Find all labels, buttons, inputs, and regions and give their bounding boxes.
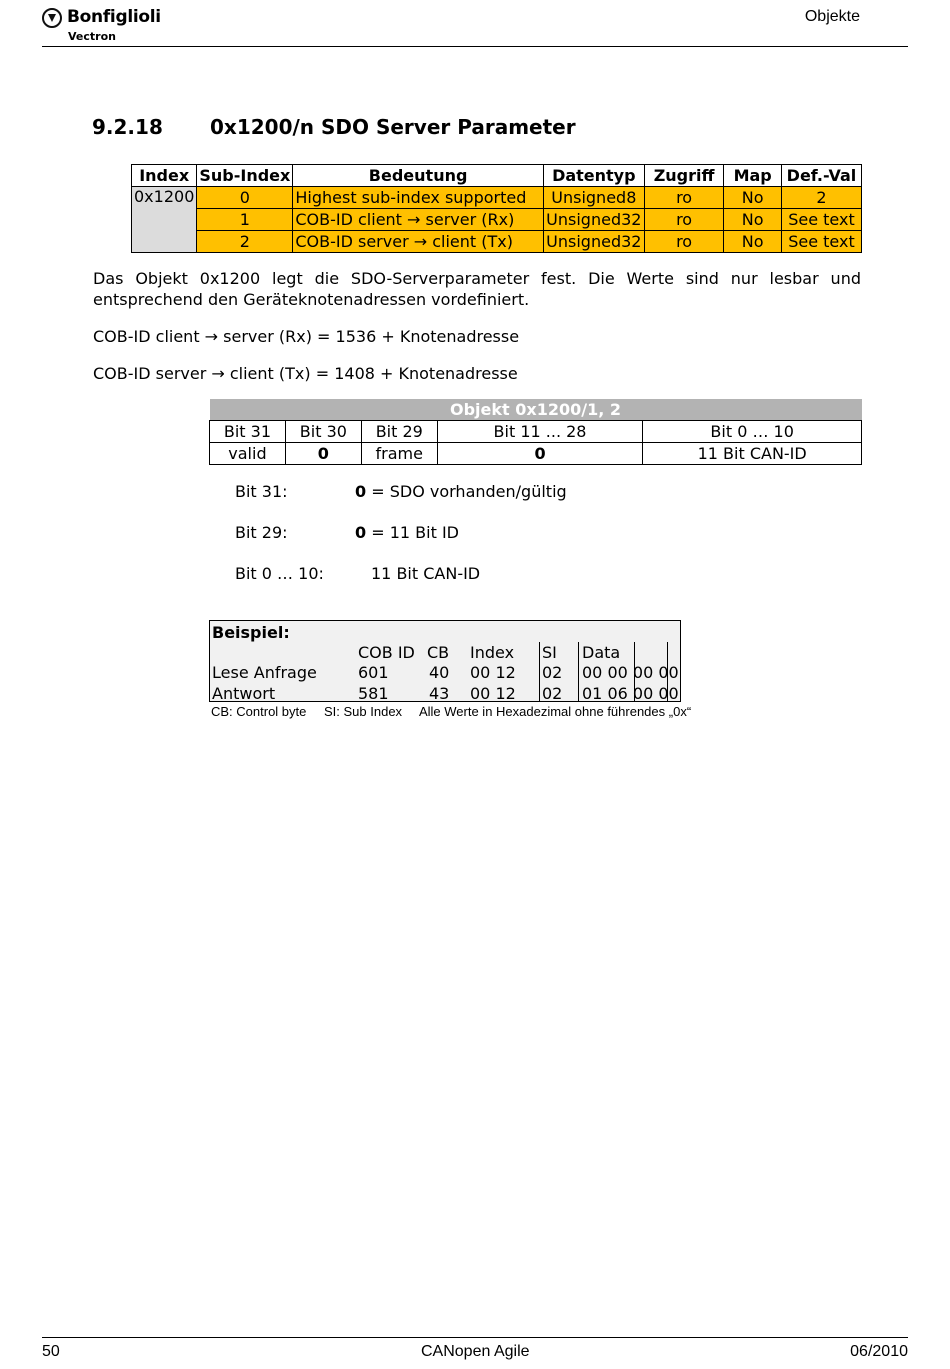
bit-description-text: = 11 Bit ID <box>366 523 459 542</box>
example-cell: 02 <box>542 663 563 682</box>
default-cell: 2 <box>781 187 861 209</box>
section-number: 9.2.18 <box>92 115 163 139</box>
example-header: COB ID <box>358 643 415 662</box>
table-row <box>210 421 862 443</box>
index-cell: 0x1200 <box>132 187 197 253</box>
section-title: 0x1200/n SDO Server Parameter <box>210 115 576 139</box>
table-header-row <box>132 165 862 187</box>
section-label: Objekte <box>804 8 860 25</box>
footer-divider <box>42 1337 908 1338</box>
example-header: SI <box>542 643 557 662</box>
bonfiglioli-logo <box>42 7 192 45</box>
example-cell: 00 12 <box>470 663 516 682</box>
example-cell: 00 00 00 00 <box>582 663 679 682</box>
subindex-cell: 1 <box>197 209 293 231</box>
object-table-title: Objekt 0x1200/1, 2 <box>210 399 862 421</box>
footnote-item: SI: Sub Index <box>324 704 403 719</box>
bit-value: 11 Bit CAN-ID <box>643 443 862 465</box>
bit-description <box>355 482 567 501</box>
column-header: Index <box>132 165 197 187</box>
footnote-item: Alle Werte in Hexadezimal ohne führendes „0x“ <box>418 704 692 719</box>
table-row <box>210 443 862 465</box>
bit-value: 0 <box>437 443 643 465</box>
column-header: Sub-Index <box>197 165 293 187</box>
example-header: Index <box>470 643 515 662</box>
meaning-cell: COB-ID server → client (Tx) <box>293 231 544 253</box>
datatype-cell: Unsigned8 <box>543 187 644 209</box>
bit-value: valid <box>210 443 286 465</box>
column-header: Bedeutung <box>293 165 544 187</box>
bit-label: Bit 31: <box>235 482 288 501</box>
column-header: Datentyp <box>543 165 644 187</box>
parameter-table <box>131 164 862 253</box>
page-number: 50 <box>42 1343 60 1360</box>
meaning-cell: COB-ID client → server (Rx) <box>293 209 544 231</box>
bit-description-text: = SDO vorhanden/gültig <box>366 482 567 501</box>
bit-description-text: 11 Bit CAN-ID <box>371 564 481 583</box>
example-cell: 581 <box>358 684 389 703</box>
column-header: Def.-Val <box>781 165 861 187</box>
bit-description <box>371 564 480 583</box>
bit-header: Bit 31 <box>210 421 286 443</box>
example-cell: 43 <box>429 684 450 703</box>
bit-header: Bit 30 <box>285 421 361 443</box>
datatype-cell: Unsigned32 <box>543 231 644 253</box>
map-cell: No <box>724 187 782 209</box>
datatype-cell: Unsigned32 <box>543 209 644 231</box>
table-row <box>132 231 862 253</box>
bit-description-bold: 0 <box>355 482 367 501</box>
logo-sub: Vectron <box>68 30 116 43</box>
map-cell: No <box>724 209 782 231</box>
table-row <box>132 187 862 209</box>
document-date: 06/2010 <box>850 1343 908 1360</box>
example-row-label: Lese Anfrage <box>212 663 317 682</box>
example-cell: 00 12 <box>470 684 516 703</box>
example-header: CB <box>427 643 450 662</box>
column-divider <box>539 642 540 702</box>
example-box <box>209 620 681 702</box>
example-cell: 02 <box>542 684 563 703</box>
tx-formula: COB-ID server → client (Tx) = 1408 + Knotenadresse <box>93 364 518 383</box>
rx-formula: COB-ID client → server (Rx) = 1536 + Knotenadresse <box>93 327 520 346</box>
access-cell: ro <box>644 209 724 231</box>
column-divider <box>578 642 579 702</box>
access-cell: ro <box>644 231 724 253</box>
bit-label: Bit 0 … 10: <box>235 564 324 583</box>
bit-header: Bit 29 <box>361 421 437 443</box>
logo-brand: Bonfiglioli <box>67 7 161 27</box>
example-footnote <box>211 704 705 719</box>
default-cell: See text <box>781 209 861 231</box>
subindex-cell: 0 <box>197 187 293 209</box>
meaning-cell: Highest sub-index supported <box>293 187 544 209</box>
example-cell: 01 06 00 00 <box>582 684 679 703</box>
access-cell: ro <box>644 187 724 209</box>
column-header: Map <box>724 165 782 187</box>
map-cell: No <box>724 231 782 253</box>
example-header: Data <box>582 643 621 662</box>
bit-label: Bit 29: <box>235 523 288 542</box>
bit-description <box>355 523 459 542</box>
default-cell: See text <box>781 231 861 253</box>
footnote-item: CB: Control byte <box>211 704 307 719</box>
document-title: CANopen Agile <box>421 1343 530 1360</box>
header-divider <box>42 46 908 47</box>
example-cell: 601 <box>358 663 389 682</box>
bit-description-bold: 0 <box>355 523 367 542</box>
column-header: Zugriff <box>644 165 724 187</box>
bonfiglioli-logo-icon <box>42 8 62 28</box>
bit-value: frame <box>361 443 437 465</box>
bit-value: 0 <box>285 443 361 465</box>
intro-paragraph: Das Objekt 0x1200 legt die SDO-Serverparameter fest. Die Werte sind nur lesbar und entsprechend den Geräteknotenadressen vordefiniert. <box>93 269 861 309</box>
example-row-label: Antwort <box>212 684 276 703</box>
example-title: Beispiel: <box>212 623 290 642</box>
bit-header: Bit 0 … 10 <box>643 421 862 443</box>
subindex-cell: 2 <box>197 231 293 253</box>
example-cell: 40 <box>429 663 450 682</box>
table-row <box>132 209 862 231</box>
object-bit-table <box>209 399 862 465</box>
bit-header: Bit 11 ... 28 <box>437 421 643 443</box>
